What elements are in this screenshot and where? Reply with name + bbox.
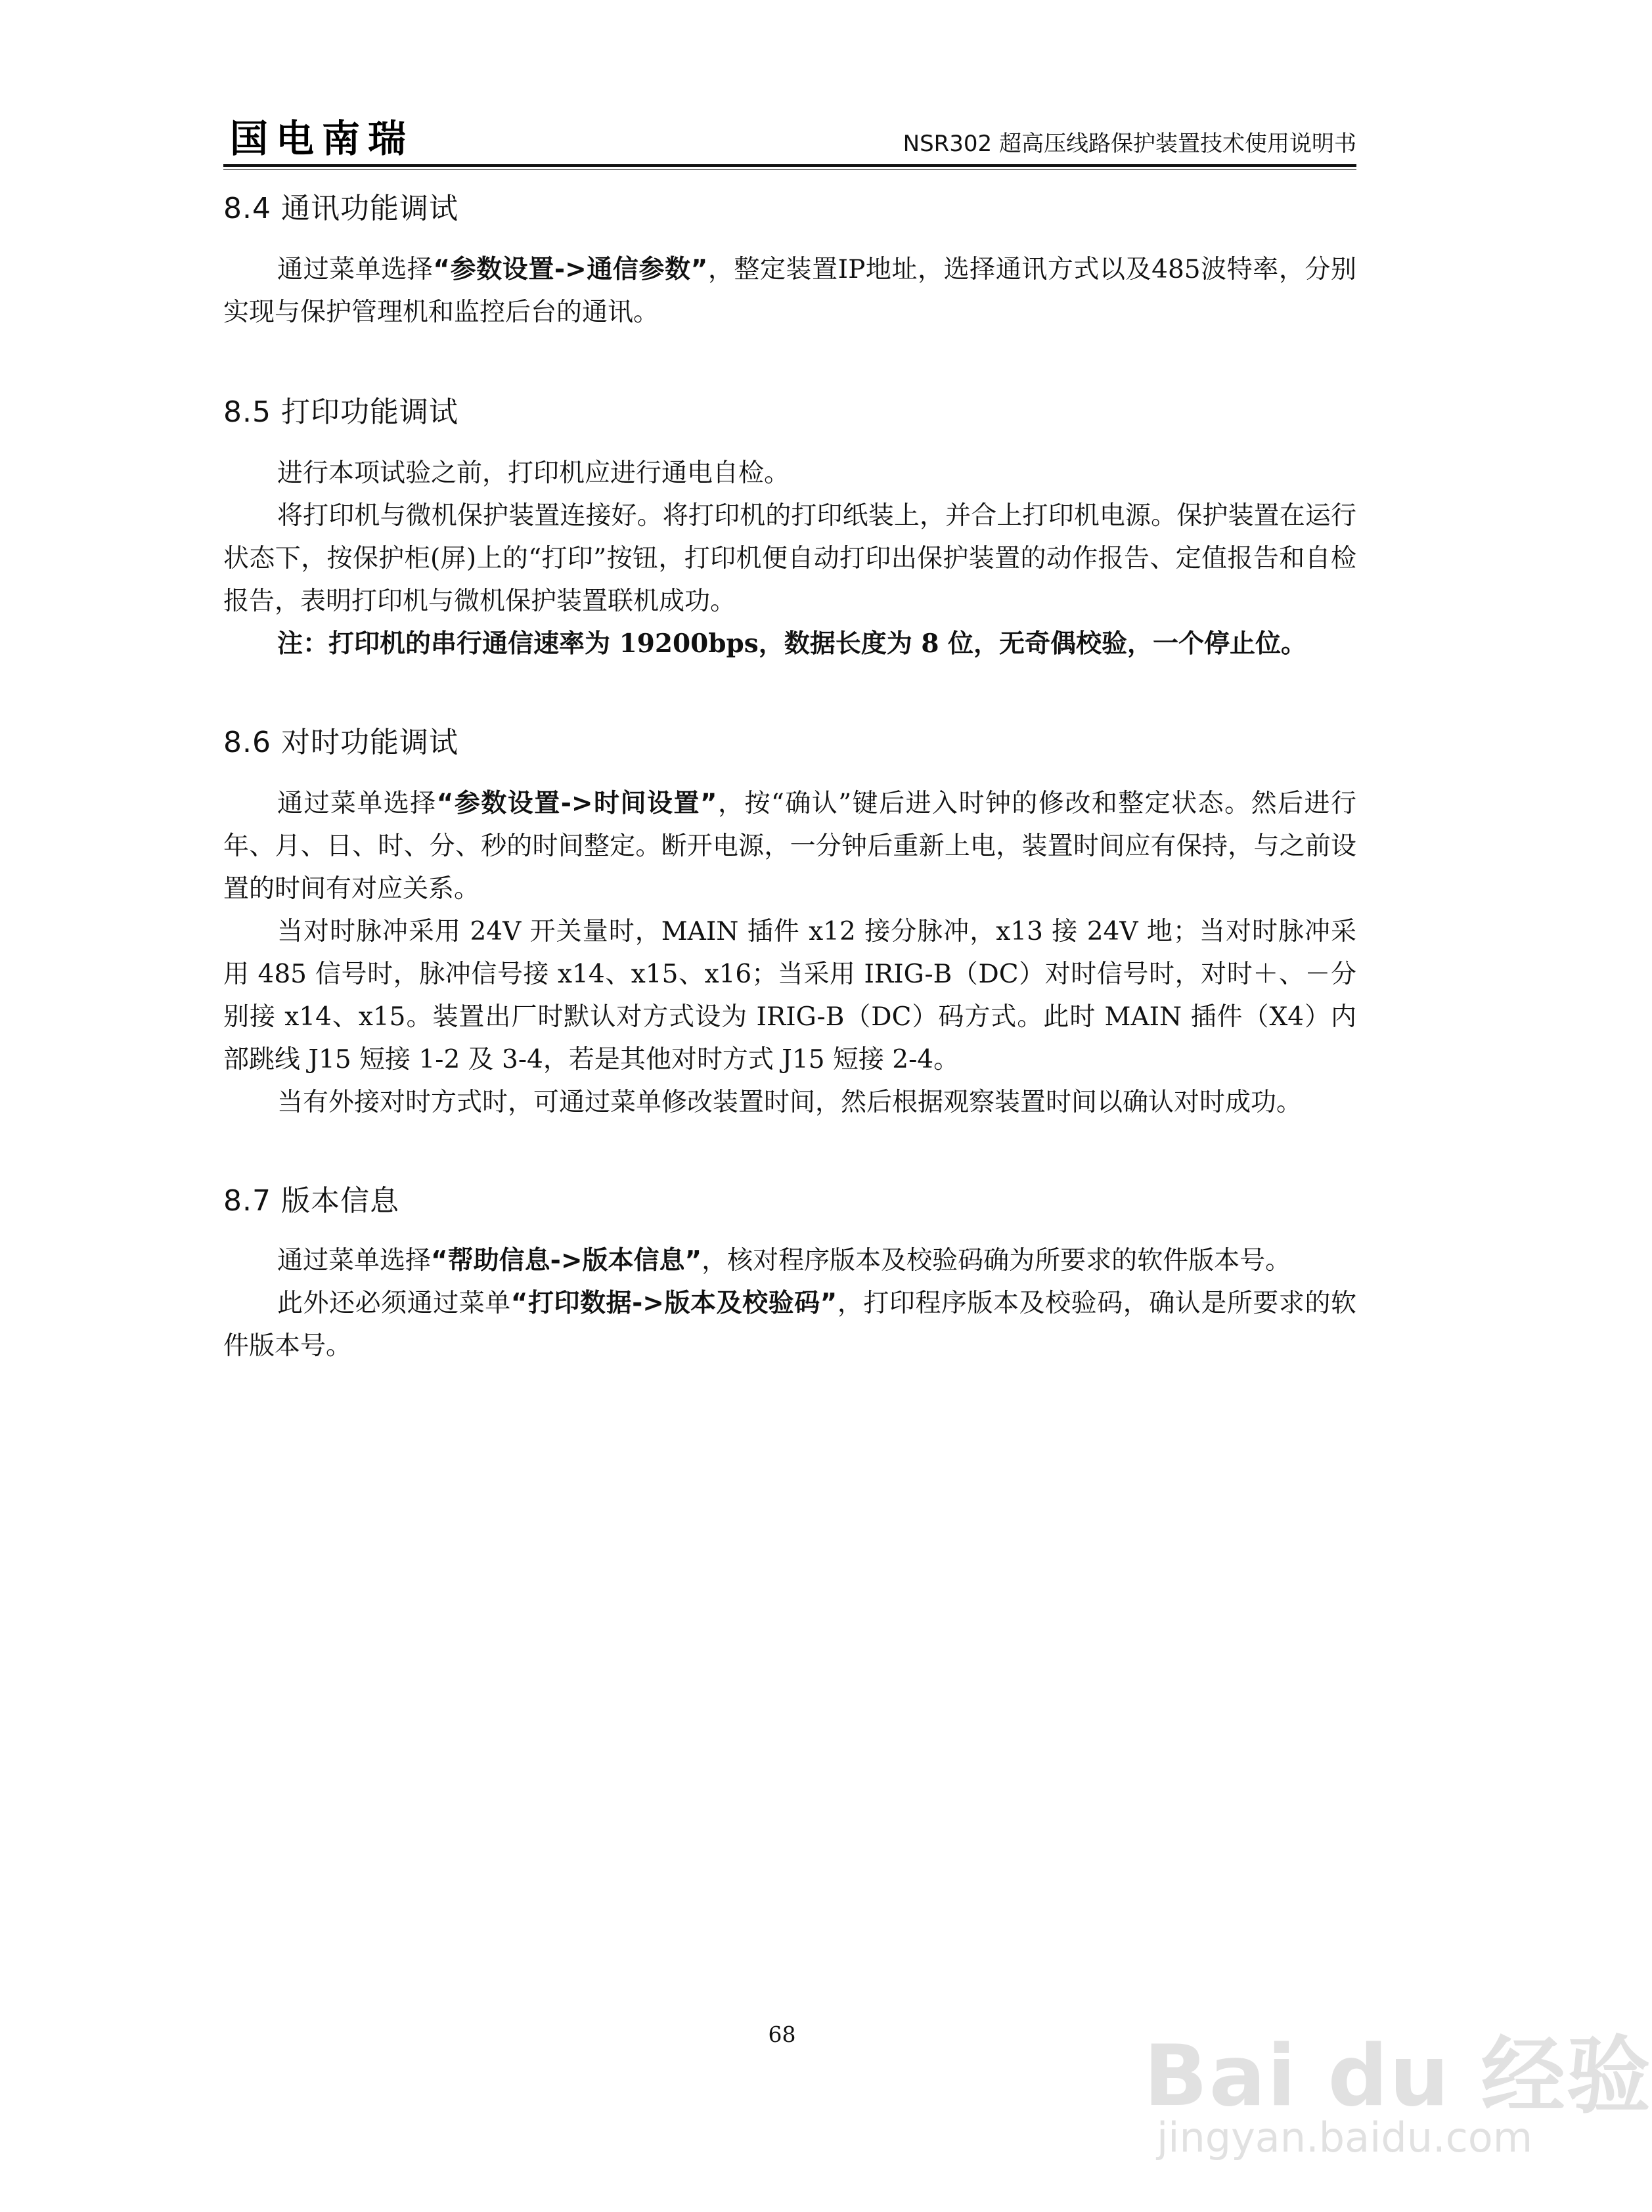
paragraph-time-pulse: 当对时脉冲采用 24V 开关量时，MAIN 插件 x12 接分脉冲，x13 接 24V 地；当对时脉冲采用 485 信号时，脉冲信号接 x14、x15、x16；当采用 IRIG-B（DC）对时信号时，对时＋、－分别接 x14、x15。装置出厂时默认对方式设为 IRIG-B（DC）码方式。此时 MAIN 插件（X4）内部跳线 J15 短接 1-2 及 3-4，若是其他对时方式 J15 短接 2-4。 (223, 917, 1356, 1074)
section-heading-8-6: 8.6 对时功能调试 (223, 726, 458, 759)
document-title: NSR302 超高压线路保护装置技术使用说明书 (903, 131, 1356, 157)
section-8-4 (223, 189, 1356, 334)
company-logo: 国电南瑞 (230, 116, 414, 161)
page-header (223, 105, 1356, 164)
page-content (223, 177, 1356, 1367)
menu-path-time-settings: “参数设置->时间设置” (436, 789, 717, 818)
section-8-5 (223, 393, 1356, 665)
watermark-url: jingyan.baidu.com (1157, 2113, 1533, 2161)
paragraph-printer-connect: 将打印机与微机保护装置连接好。将打印机的打印纸装上，并合上打印机电源。保护装置在运行状态下，按保护柜(屏)上的“打印”按钮，打印机便自动打印出保护装置的动作报告、定值报告和自检报告，表明打印机与微机保护装置联机成功。 (223, 501, 1356, 616)
paragraph-version-check: 通过菜单选择“帮助信息->版本信息”，核对程序版本及校验码确为所要求的软件版本号。 (277, 1246, 1291, 1275)
header-rule-thin (223, 169, 1356, 170)
paragraph-printer-selftest: 进行本项试验之前，打印机应进行通电自检。 (277, 458, 790, 488)
paragraph-comm-setup: 通过菜单选择“参数设置->通信参数”，整定装置IP地址，选择通讯方式以及485波特率，分别实现与保护管理机和监控后台的通讯。 (223, 255, 1356, 327)
page-number: 68 (768, 2022, 796, 2047)
paragraph-version-print: 此外还必须通过菜单“打印数据->版本及校验码”，打印程序版本及校验码，确认是所要求的软件版本号。 (223, 1289, 1356, 1361)
paragraph-time-setup: 通过菜单选择“参数设置->时间设置”，按“确认”键后进入时钟的修改和整定状态。然后进行年、月、日、时、分、秒的时间整定。断开电源，一分钟后重新上电，装置时间应有保持，与之前设置的时间有对应关系。 (223, 789, 1356, 904)
printer-note: 注：打印机的串行通信速率为 19200bps，数据长度为 8 位，无奇偶校验，一个停止位。 (277, 629, 1307, 659)
section-8-6 (223, 723, 1356, 1124)
section-heading-8-4: 8.4 通讯功能调试 (223, 192, 458, 225)
paragraph-time-external: 当有外接对时方式时，可通过菜单修改装置时间，然后根据观察装置时间以确认对时成功。 (277, 1088, 1303, 1117)
watermark-logo-text: Bai du 经验 (1144, 2027, 1652, 2125)
menu-path-comm-params: “参数设置->通信参数” (433, 255, 708, 284)
section-heading-8-7: 8.7 版本信息 (223, 1184, 399, 1218)
section-8-7 (223, 1182, 1356, 1367)
section-heading-8-5: 8.5 打印功能调试 (223, 395, 458, 429)
menu-path-version-info: “帮助信息->版本信息” (431, 1246, 702, 1275)
header-rule-thick (223, 164, 1356, 167)
menu-path-print-version: “打印数据->版本及校验码” (510, 1289, 837, 1318)
